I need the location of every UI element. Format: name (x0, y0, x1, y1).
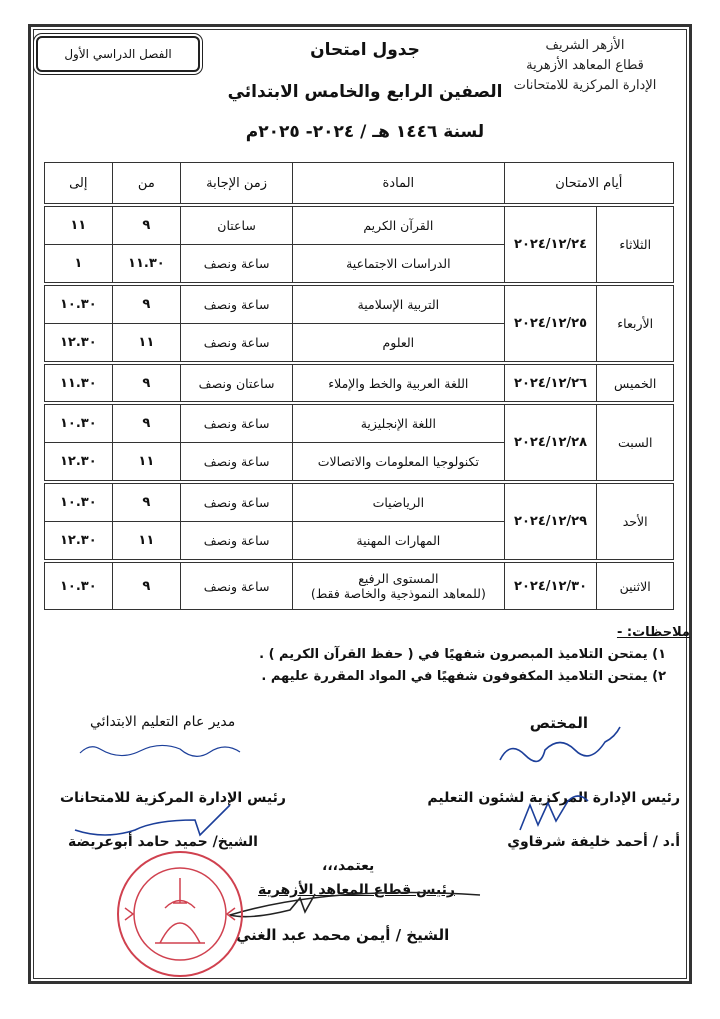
to-cell: ١٠.٣٠ (45, 284, 113, 324)
exams-head-title: رئيس الإدارة المركزية للامتحانات (60, 790, 286, 806)
duration-cell: ساعتان (181, 205, 293, 245)
subject-name: العلوم (382, 335, 415, 350)
to-cell: ١٢.٣٠ (45, 324, 113, 364)
col-header-days: أيام الامتحان (504, 163, 673, 206)
education-head-title: رئيس الإدارة المركزية لشئون التعليم (427, 790, 680, 806)
from-cell: ٩ (112, 363, 181, 403)
duration-cell: ساعة ونصف (181, 245, 293, 285)
approved-label: يعتمد،،، (322, 858, 375, 874)
to-cell: ١١.٣٠ (45, 363, 113, 403)
sector-head-title: رئيس قطاع المعاهد الأزهرية (258, 882, 455, 898)
subject-name: المستوى الرفيع (358, 571, 439, 586)
from-cell: ١١.٣٠ (112, 245, 181, 285)
specialist-title: المختص (529, 714, 588, 732)
date-cell: ٢٠٢٤/١٢/٢٨ (504, 403, 597, 482)
page-subtitle: الصفين الرابع والخامس الابتدائي (227, 82, 503, 102)
date-cell: ٢٠٢٤/١٢/٢٥ (504, 284, 597, 363)
duration-cell: ساعتان ونصف (181, 363, 293, 403)
from-cell: ١١ (112, 522, 181, 562)
exams-head-name: الشيخ/ حميد حامد أبوعريضة (68, 834, 258, 850)
to-cell: ١٠.٣٠ (45, 482, 113, 522)
letterhead-line: الأزهر الشريف (545, 38, 625, 53)
sector-head-name: الشيخ / أيمن محمد عبد الغني (236, 926, 450, 944)
subject-name: الدراسات الاجتماعية (346, 256, 451, 271)
col-header-duration: زمن الإجابة (181, 163, 293, 206)
primary-director-title: مدير عام التعليم الابتدائي (90, 714, 236, 730)
education-head-name: أ.د / أحمد خليفة شرقاوي (507, 834, 680, 850)
note-item: ٢) يمتحن التلاميذ المكفوفون شفهيًا في المواد المقررة عليهم . (261, 669, 666, 684)
col-header-to: إلى (45, 163, 113, 206)
to-cell: ١٢.٣٠ (45, 522, 113, 562)
to-cell: ١١ (45, 205, 113, 245)
duration-cell: ساعة ونصف (181, 561, 293, 610)
date-cell: ٢٠٢٤/١٢/٣٠ (504, 561, 597, 610)
day-cell: الثلاثاء (597, 205, 674, 284)
subject-name: القرآن الكريم (363, 218, 434, 233)
from-cell: ١١ (112, 443, 181, 483)
date-cell: ٢٠٢٤/١٢/٢٦ (504, 363, 597, 403)
note-item: ١) يمتحن التلاميذ المبصرون شفهيًا في ( حفظ القرآن الكريم ) . (259, 647, 666, 662)
from-cell: ٩ (112, 482, 181, 522)
subject-name: التربية الإسلامية (357, 297, 440, 312)
date-cell: ٢٠٢٤/١٢/٢٩ (504, 482, 597, 561)
signature-sector-head (230, 893, 480, 917)
semester-box: الفصل الدراسي الأول (36, 36, 200, 72)
from-cell: ٩ (112, 403, 181, 443)
duration-cell: ساعة ونصف (181, 284, 293, 324)
subject-name: اللغة الإنجليزية (360, 416, 436, 431)
from-cell: ٩ (112, 284, 181, 324)
from-cell: ٩ (112, 561, 181, 610)
subject-name: اللغة العربية والخط والإملاء (328, 375, 469, 391)
day-cell: الأربعاء (597, 284, 674, 363)
signature-primary-director (80, 745, 240, 756)
duration-cell: ساعة ونصف (181, 443, 293, 483)
letterhead-line: الإدارة المركزية للامتحانات (513, 78, 657, 93)
to-cell: ١٠.٣٠ (45, 561, 113, 610)
col-header-subject: المادة (293, 163, 505, 206)
letterhead-line: قطاع المعاهد الأزهرية (526, 58, 644, 73)
subject-name: تكنولوجيا المعلومات والاتصالات (317, 454, 479, 469)
day-cell: الخميس (597, 363, 674, 403)
signature-education-head (520, 796, 588, 830)
from-cell: ١١ (112, 324, 181, 364)
subject-name: المهارات المهنية (356, 533, 441, 548)
day-cell: السبت (597, 403, 674, 482)
official-stamp (115, 848, 245, 980)
to-cell: ١٠.٣٠ (45, 403, 113, 443)
notes-heading: ملاحظات: - (616, 625, 690, 640)
subject-name: الرياضيات (372, 495, 425, 510)
from-cell: ٩ (112, 205, 181, 245)
signature-exams-head (75, 805, 230, 835)
duration-cell: ساعة ونصف (181, 522, 293, 562)
to-cell: ١ (45, 245, 113, 285)
col-header-from: من (112, 163, 181, 206)
to-cell: ١٢.٣٠ (45, 443, 113, 483)
academic-year: لسنة ١٤٤٦ هـ / ٢٠٢٤- ٢٠٢٥م (245, 122, 485, 142)
duration-cell: ساعة ونصف (181, 482, 293, 522)
duration-cell: ساعة ونصف (181, 324, 293, 364)
day-cell: الأحد (597, 482, 674, 561)
page-title: جدول امتحان (310, 40, 420, 60)
date-cell: ٢٠٢٤/١٢/٢٤ (504, 205, 597, 284)
day-cell: الاثنين (597, 561, 674, 610)
duration-cell: ساعة ونصف (181, 403, 293, 443)
signature-specialist (500, 727, 620, 761)
subject-note: (للمعاهد النموذجية والخاصة فقط) (310, 586, 486, 601)
